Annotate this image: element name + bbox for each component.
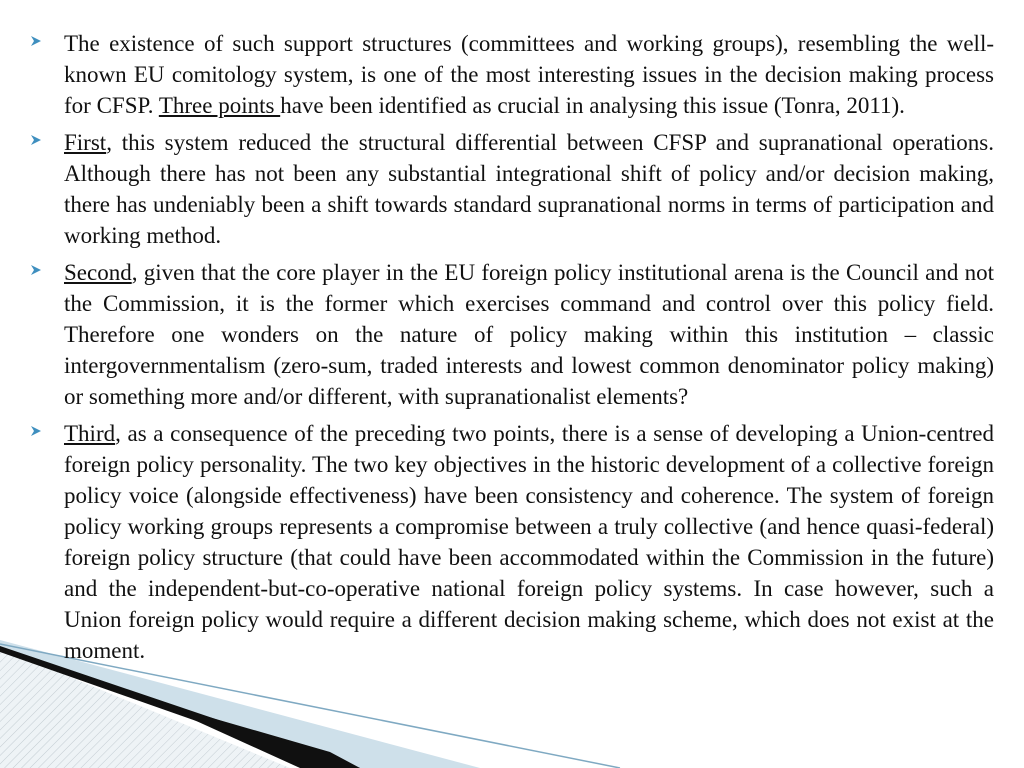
arrowhead-bullet-icon [30, 35, 42, 47]
bullet-text: The existence of such support structures (committees and working groups), resembling the well-known EU comitology system, is one of the most interesting issues in the decision making process for CFSP. [64, 31, 994, 118]
bullet-text: , given that the core player in the EU foreign policy institutional arena is the Council and not the Commission, it is the former which exercises command and control over this policy field. Therefore one wonders on the nature of policy making within this institution – classic intergovernmentalism (zero-sum, traded interests and lowest common denominator policy making) or something more and/or different, with supranationalist elements? [64, 260, 994, 409]
bullet-item-intro [28, 28, 994, 121]
bullet-list [28, 28, 994, 666]
arrowhead-bullet-icon [30, 425, 42, 437]
bullet-lead-word: First [64, 130, 107, 155]
arrowhead-bullet-icon [30, 134, 42, 146]
bullet-lead-word: Third [64, 421, 116, 446]
bullet-text: , as a consequence of the preceding two points, there is a sense of developing a Union-centred foreign policy personality. The two key objectives in the historic development of a collective foreign policy voice (alongside effectiveness) have been consistency and coherence. The system of foreign policy working groups represents a compromise between a truly collective (and hence quasi-federal) foreign policy structure (that could have been accommodated within the Commission in the future) and the independent-but-co-operative national foreign policy systems. In case however, such a Union foreign policy would require a different decision making scheme, which does not exist at the moment. [64, 421, 994, 663]
arrowhead-bullet-icon [30, 264, 42, 276]
bullet-lead-word: Second [64, 260, 132, 285]
bullet-item-first [28, 127, 994, 251]
bullet-text: have been identified as crucial in analysing this issue (Tonra, 2011). [280, 93, 905, 118]
bullet-item-second [28, 257, 994, 412]
bullet-item-third [28, 418, 994, 666]
underlined-phrase: Three points [158, 93, 281, 118]
bullet-text: , this system reduced the structural differential between CFSP and supranational operations. Although there has not been any substantial integrational shift of policy and/or decision making, there has undeniably been a shift towards standard supranational norms in terms of participation and working method. [64, 130, 994, 248]
